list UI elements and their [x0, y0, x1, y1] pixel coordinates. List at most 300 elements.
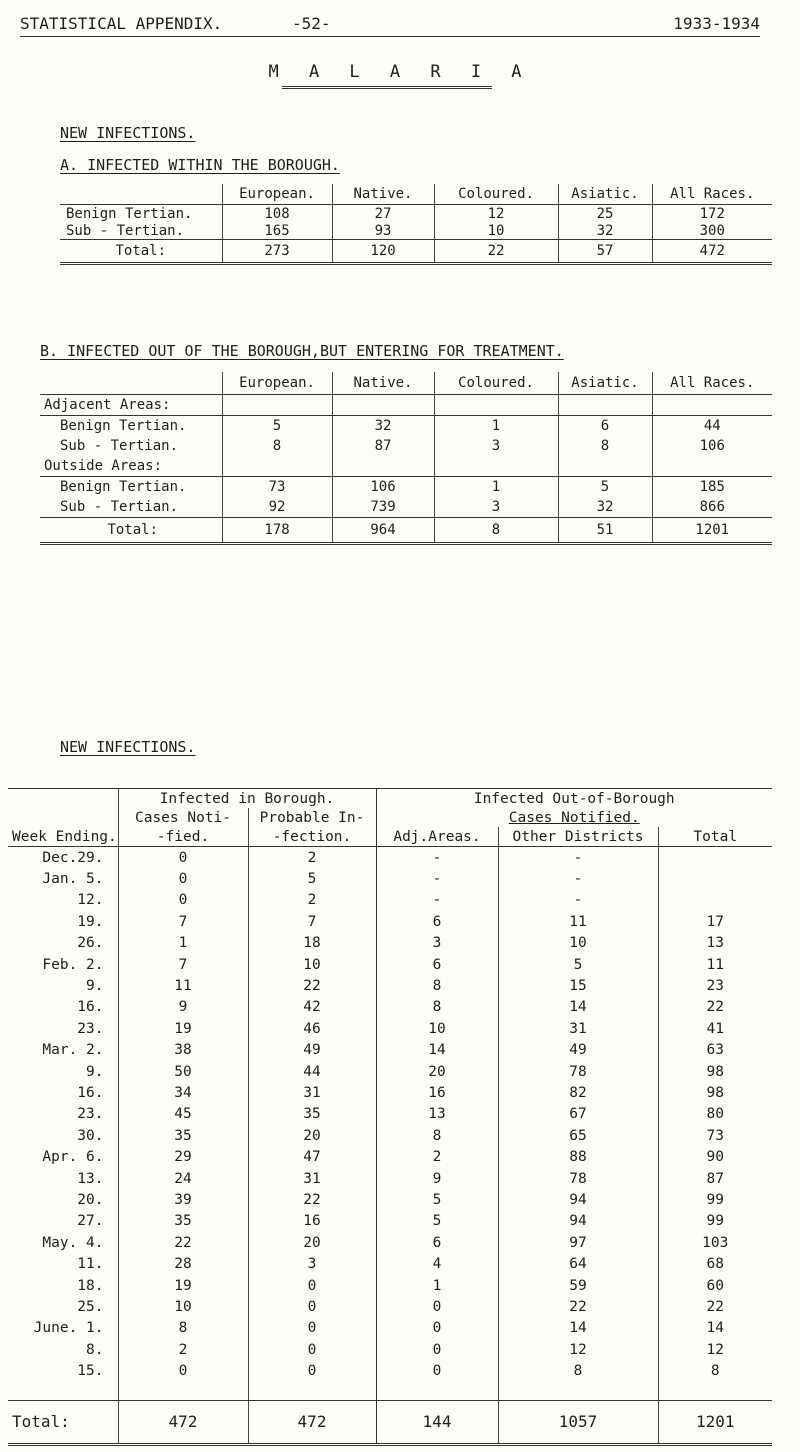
cell-value: 3 — [434, 436, 558, 456]
table-row — [8, 1168, 772, 1189]
cell-value: 964 — [332, 518, 434, 544]
notified-cell: 8 — [118, 1318, 248, 1339]
cell-value: 10 — [434, 222, 558, 240]
probable-cell: 31 — [248, 1168, 376, 1189]
total-label: Total: — [12, 1412, 70, 1432]
probable-cell: 44 — [248, 1061, 376, 1082]
cell-value: 120 — [332, 240, 434, 264]
total-cell: 99 — [658, 1211, 772, 1232]
col-week-ending: Week Ending. — [8, 827, 118, 847]
table-row — [8, 1360, 772, 1381]
empty-cell — [498, 1382, 658, 1401]
notified-cell: 35 — [118, 1211, 248, 1232]
adjacent-cell: 6 — [376, 1232, 498, 1253]
total-cell — [658, 890, 772, 911]
empty-cell — [658, 1444, 772, 1452]
week-ending-cell: 27. — [77, 1213, 104, 1230]
table-row — [8, 847, 772, 869]
empty-cell — [558, 456, 652, 477]
cell-value: 106 — [332, 477, 434, 498]
adjacent-cell: 1 — [376, 1275, 498, 1296]
row-label: Benign Tertian. — [66, 205, 193, 222]
other-districts-cell: - — [498, 890, 658, 911]
empty-cell — [222, 395, 332, 416]
probable-cell: 47 — [248, 1146, 376, 1167]
probable-cell: 22 — [248, 975, 376, 996]
row-label: Benign Tertian. — [60, 479, 187, 495]
table-row — [8, 1104, 772, 1125]
other-districts-cell: 64 — [498, 1253, 658, 1274]
adjacent-cell: 6 — [376, 954, 498, 975]
table-row — [8, 911, 772, 932]
probable-cell: 20 — [248, 1232, 376, 1253]
notified-cell: 29 — [118, 1146, 248, 1167]
cell-value: 5 — [222, 416, 332, 437]
empty-cell — [8, 1444, 118, 1452]
page-header — [20, 14, 760, 40]
col-total: Total — [658, 827, 772, 847]
empty-cell — [8, 1382, 118, 1401]
header-blank — [8, 789, 118, 809]
row-label: Benign Tertian. — [60, 418, 187, 434]
cell-value: 73 — [222, 477, 332, 498]
total-row — [60, 240, 772, 264]
adjacent-cell: 5 — [376, 1189, 498, 1210]
probable-cell: 0 — [248, 1339, 376, 1360]
empty-cell — [248, 1382, 376, 1401]
probable-cell: 42 — [248, 997, 376, 1018]
table-row — [8, 997, 772, 1018]
table-row — [60, 222, 772, 240]
table-row — [8, 1253, 772, 1274]
other-districts-cell: 67 — [498, 1104, 658, 1125]
table-row — [8, 1296, 772, 1317]
total-cell — [658, 847, 772, 869]
week-ending-cell: Mar. 2. — [42, 1042, 104, 1059]
col-probable-line1: Probable In- — [248, 808, 376, 827]
cell-value: 108 — [222, 205, 332, 223]
notified-cell: 7 — [118, 954, 248, 975]
total-cell: 99 — [658, 1189, 772, 1210]
notified-cell: 34 — [118, 1082, 248, 1103]
document-title — [0, 62, 800, 82]
notified-cell: 39 — [118, 1189, 248, 1210]
col-coloured: Coloured. — [434, 184, 558, 205]
col-adjacent-areas: Adj.Areas. — [376, 827, 498, 847]
table-header-row — [60, 184, 772, 205]
table-row — [40, 436, 772, 456]
table-row — [8, 975, 772, 996]
probable-cell: 2 — [248, 847, 376, 869]
notified-cell: 1 — [118, 933, 248, 954]
notified-cell: 50 — [118, 1061, 248, 1082]
cell-value: 472 — [652, 240, 772, 264]
total-cell: 23 — [658, 975, 772, 996]
spacer-row — [8, 1382, 772, 1401]
col-european: European. — [222, 184, 332, 205]
row-label: Sub - Tertian. — [60, 438, 179, 454]
header-rule — [20, 36, 760, 37]
total-cell: 90 — [658, 1146, 772, 1167]
cell-value: 8 — [558, 436, 652, 456]
other-districts-cell: 15 — [498, 975, 658, 996]
cell-value: 3 — [434, 497, 558, 518]
cell-value: 300 — [652, 222, 772, 240]
cell-value: 44 — [652, 416, 772, 437]
table-row — [40, 416, 772, 437]
probable-cell: 7 — [248, 911, 376, 932]
empty-cell — [332, 456, 434, 477]
other-districts-cell: 14 — [498, 1318, 658, 1339]
col-asiatic: Asiatic. — [558, 184, 652, 205]
week-ending-cell: May. 4. — [42, 1234, 104, 1251]
row-label: Sub - Tertian. — [60, 222, 222, 240]
total-cell: 17 — [658, 911, 772, 932]
cell-value: 273 — [222, 240, 332, 264]
adjacent-cell: 8 — [376, 997, 498, 1018]
total-cell: 98 — [658, 1082, 772, 1103]
probable-cell: 5 — [248, 868, 376, 889]
week-ending-cell: 26. — [77, 935, 104, 952]
empty-cell — [434, 395, 558, 416]
probable-cell: 22 — [248, 1189, 376, 1210]
other-districts-cell: 31 — [498, 1018, 658, 1039]
cell-value: 106 — [652, 436, 772, 456]
col-native: Native. — [332, 372, 434, 395]
group-row — [40, 395, 772, 416]
notified-cell: 24 — [118, 1168, 248, 1189]
table-row — [8, 1040, 772, 1061]
probable-cell: 49 — [248, 1040, 376, 1061]
total-probable: 472 — [248, 1400, 376, 1444]
other-districts-cell: 88 — [498, 1146, 658, 1167]
total-cell: 60 — [658, 1275, 772, 1296]
table-header-row — [8, 827, 772, 847]
probable-cell: 0 — [248, 1275, 376, 1296]
col-other-districts: Other Districts — [498, 827, 658, 847]
heading-new-infections: NEW INFECTIONS. — [60, 124, 196, 142]
other-districts-cell: 97 — [498, 1232, 658, 1253]
week-ending-cell: Jan. 5. — [42, 871, 104, 888]
other-districts-cell: 82 — [498, 1082, 658, 1103]
total-other: 1057 — [498, 1400, 658, 1444]
table-row — [8, 1339, 772, 1360]
notified-cell: 35 — [118, 1125, 248, 1146]
col-all-races: All Races. — [652, 184, 772, 205]
probable-cell: 20 — [248, 1125, 376, 1146]
table-row — [40, 497, 772, 518]
empty-cell — [248, 1444, 376, 1452]
probable-cell: 0 — [248, 1296, 376, 1317]
col-probable-line2: -fection. — [248, 827, 376, 847]
notified-cell: 22 — [118, 1232, 248, 1253]
other-districts-cell: 94 — [498, 1189, 658, 1210]
cell-value: 739 — [332, 497, 434, 518]
notified-cell: 2 — [118, 1339, 248, 1360]
empty-cell — [434, 456, 558, 477]
probable-cell: 46 — [248, 1018, 376, 1039]
cell-value: 8 — [434, 518, 558, 544]
adjacent-cell: 4 — [376, 1253, 498, 1274]
empty-cell — [118, 1444, 248, 1452]
total-cell: 41 — [658, 1018, 772, 1039]
cell-value: 1 — [434, 477, 558, 498]
other-districts-cell: 59 — [498, 1275, 658, 1296]
other-districts-cell: 78 — [498, 1061, 658, 1082]
probable-cell: 16 — [248, 1211, 376, 1232]
table-row — [8, 868, 772, 889]
probable-cell: 3 — [248, 1253, 376, 1274]
col-cases-notified-line1: Cases Noti- — [118, 808, 248, 827]
group-header-out-borough: Infected Out-of-Borough — [376, 789, 772, 809]
table-row — [8, 1275, 772, 1296]
other-districts-cell: 11 — [498, 911, 658, 932]
empty-cell — [652, 395, 772, 416]
notified-cell: 7 — [118, 911, 248, 932]
cell-value: 5 — [558, 477, 652, 498]
total-cell: 22 — [658, 1296, 772, 1317]
probable-cell: 2 — [248, 890, 376, 911]
header-left: STATISTICAL APPENDIX. — [20, 14, 223, 33]
adjacent-cell: 10 — [376, 1018, 498, 1039]
table-header-row — [8, 808, 772, 827]
week-ending-cell: 16. — [77, 999, 104, 1016]
total-cell: 68 — [658, 1253, 772, 1274]
total-cell: 80 — [658, 1104, 772, 1125]
table-row — [8, 1125, 772, 1146]
group-label-adjacent: Adjacent Areas: — [40, 395, 222, 416]
notified-cell: 19 — [118, 1275, 248, 1296]
week-ending-cell: 20. — [77, 1191, 104, 1208]
week-ending-cell: 15. — [77, 1363, 104, 1380]
empty-cell — [376, 1444, 498, 1452]
adjacent-cell: 5 — [376, 1211, 498, 1232]
total-cell — [658, 868, 772, 889]
week-ending-cell: 13. — [77, 1170, 104, 1187]
table-row — [8, 1082, 772, 1103]
notified-cell: 19 — [118, 1018, 248, 1039]
cell-value: 87 — [332, 436, 434, 456]
empty-cell — [558, 395, 652, 416]
total-notified: 472 — [118, 1400, 248, 1444]
empty-cell — [658, 1382, 772, 1401]
other-districts-cell: 14 — [498, 997, 658, 1018]
total-cell: 98 — [658, 1061, 772, 1082]
table-header-row — [40, 372, 772, 395]
table-row — [8, 933, 772, 954]
week-ending-cell: Dec.29. — [42, 849, 104, 866]
other-districts-cell: 94 — [498, 1211, 658, 1232]
title-text: M A L A R I A — [268, 62, 532, 82]
cell-value: 165 — [222, 222, 332, 240]
notified-cell: 0 — [118, 847, 248, 869]
cell-value: 178 — [222, 518, 332, 544]
probable-cell: 31 — [248, 1082, 376, 1103]
col-cases-notified-line2: -fied. — [118, 827, 248, 847]
total-cell: 8 — [658, 1360, 772, 1381]
notified-cell: 45 — [118, 1104, 248, 1125]
week-ending-cell: June. 1. — [33, 1320, 104, 1337]
table-row — [8, 1189, 772, 1210]
week-ending-cell: 19. — [77, 913, 104, 930]
table-row — [60, 205, 772, 223]
other-districts-cell: - — [498, 868, 658, 889]
week-ending-cell: 23. — [77, 1106, 104, 1123]
table-row — [8, 890, 772, 911]
adjacent-cell: 3 — [376, 933, 498, 954]
total-cell: 63 — [658, 1040, 772, 1061]
week-ending-cell: 8. — [86, 1341, 104, 1358]
total-cell: 22 — [658, 997, 772, 1018]
table-header-row — [8, 789, 772, 809]
table-out-of-borough — [40, 372, 772, 545]
adjacent-cell: 20 — [376, 1061, 498, 1082]
table-weekly-infections — [8, 788, 772, 1452]
other-districts-cell: - — [498, 847, 658, 869]
total-all: 1201 — [658, 1400, 772, 1444]
table-row — [8, 1318, 772, 1339]
total-cell: 103 — [658, 1232, 772, 1253]
cell-value: 1201 — [652, 518, 772, 544]
header-year: 1933-1934 — [673, 14, 760, 33]
adjacent-cell: 0 — [376, 1360, 498, 1381]
probable-cell: 35 — [248, 1104, 376, 1125]
probable-cell: 10 — [248, 954, 376, 975]
col-asiatic: Asiatic. — [558, 372, 652, 395]
cell-value: 8 — [222, 436, 332, 456]
cell-value: 6 — [558, 416, 652, 437]
table-row — [8, 1018, 772, 1039]
cell-value: 12 — [434, 205, 558, 223]
week-ending-cell: 9. — [86, 1063, 104, 1080]
notified-cell: 38 — [118, 1040, 248, 1061]
adjacent-cell: - — [376, 890, 498, 911]
other-districts-cell: 10 — [498, 933, 658, 954]
week-ending-cell: 12. — [77, 892, 104, 909]
adjacent-cell: 6 — [376, 911, 498, 932]
week-ending-cell: 18. — [77, 1277, 104, 1294]
week-ending-cell: 16. — [77, 1084, 104, 1101]
cell-value: 25 — [558, 205, 652, 223]
cell-value: 32 — [332, 416, 434, 437]
notified-cell: 28 — [118, 1253, 248, 1274]
adjacent-cell: 14 — [376, 1040, 498, 1061]
table-row — [8, 1146, 772, 1167]
notified-cell: 10 — [118, 1296, 248, 1317]
row-label: Sub - Tertian. — [40, 497, 222, 518]
adjacent-cell: 16 — [376, 1082, 498, 1103]
total-row — [40, 518, 772, 544]
total-cell: 12 — [658, 1339, 772, 1360]
week-ending-cell: Apr. 6. — [42, 1149, 104, 1166]
title-underline — [282, 86, 492, 89]
header-blank — [40, 372, 222, 395]
table-row — [8, 954, 772, 975]
empty-cell — [222, 456, 332, 477]
notified-cell: 0 — [118, 1360, 248, 1381]
cell-value: 92 — [222, 497, 332, 518]
group-header-out-cases: Cases Notified. — [376, 808, 772, 827]
cell-value: 185 — [652, 477, 772, 498]
table-row — [8, 1061, 772, 1082]
total-cell: 14 — [658, 1318, 772, 1339]
notified-cell: 9 — [118, 997, 248, 1018]
total-label: Total: — [40, 518, 222, 544]
probable-cell: 18 — [248, 933, 376, 954]
total-label: Total: — [60, 240, 222, 264]
group-row — [40, 456, 772, 477]
week-ending-cell: 30. — [77, 1127, 104, 1144]
other-districts-cell: 49 — [498, 1040, 658, 1061]
adjacent-cell: 8 — [376, 1125, 498, 1146]
table-row — [8, 1211, 772, 1232]
cell-value: 172 — [652, 205, 772, 223]
cell-value: 1 — [434, 416, 558, 437]
total-cell: 87 — [658, 1168, 772, 1189]
cell-value: 51 — [558, 518, 652, 544]
total-cell: 13 — [658, 933, 772, 954]
header-blank — [60, 184, 222, 205]
cell-value: 27 — [332, 205, 434, 223]
other-districts-cell: 12 — [498, 1339, 658, 1360]
week-ending-cell: 11. — [77, 1256, 104, 1273]
empty-cell — [118, 1382, 248, 1401]
adjacent-cell: - — [376, 847, 498, 869]
week-ending-cell: 9. — [86, 978, 104, 995]
week-ending-cell: 23. — [77, 1020, 104, 1037]
closing-rule — [8, 1444, 772, 1452]
page-number: -52- — [292, 14, 331, 33]
probable-cell: 0 — [248, 1318, 376, 1339]
adjacent-cell: 2 — [376, 1146, 498, 1167]
adjacent-cell: 0 — [376, 1339, 498, 1360]
col-european: European. — [222, 372, 332, 395]
empty-cell — [332, 395, 434, 416]
adjacent-cell: 13 — [376, 1104, 498, 1125]
header-blank — [8, 808, 118, 827]
notified-cell: 0 — [118, 868, 248, 889]
empty-cell — [498, 1444, 658, 1452]
table-within-borough — [60, 184, 772, 265]
total-adjacent: 144 — [376, 1400, 498, 1444]
cell-value: 32 — [558, 222, 652, 240]
adjacent-cell: 0 — [376, 1296, 498, 1317]
notified-cell: 0 — [118, 890, 248, 911]
other-districts-cell: 22 — [498, 1296, 658, 1317]
other-districts-cell: 78 — [498, 1168, 658, 1189]
week-ending-cell: 25. — [77, 1298, 104, 1315]
adjacent-cell: 9 — [376, 1168, 498, 1189]
other-districts-cell: 65 — [498, 1125, 658, 1146]
total-cell: 73 — [658, 1125, 772, 1146]
empty-cell — [376, 1382, 498, 1401]
cell-value: 866 — [652, 497, 772, 518]
heading-section-a: A. INFECTED WITHIN THE BOROUGH. — [60, 156, 340, 174]
adjacent-cell: - — [376, 868, 498, 889]
total-row — [8, 1400, 772, 1444]
empty-cell — [652, 456, 772, 477]
cell-value: 93 — [332, 222, 434, 240]
col-native: Native. — [332, 184, 434, 205]
heading-new-infections-weekly: NEW INFECTIONS. — [60, 738, 196, 756]
cell-value: 22 — [434, 240, 558, 264]
week-ending-cell: Feb. 2. — [42, 956, 104, 973]
total-cell: 11 — [658, 954, 772, 975]
col-coloured: Coloured. — [434, 372, 558, 395]
cell-value: 32 — [558, 497, 652, 518]
col-all-races: All Races. — [652, 372, 772, 395]
heading-section-b: B. INFECTED OUT OF THE BOROUGH,BUT ENTERING FOR TREATMENT. — [40, 342, 564, 360]
